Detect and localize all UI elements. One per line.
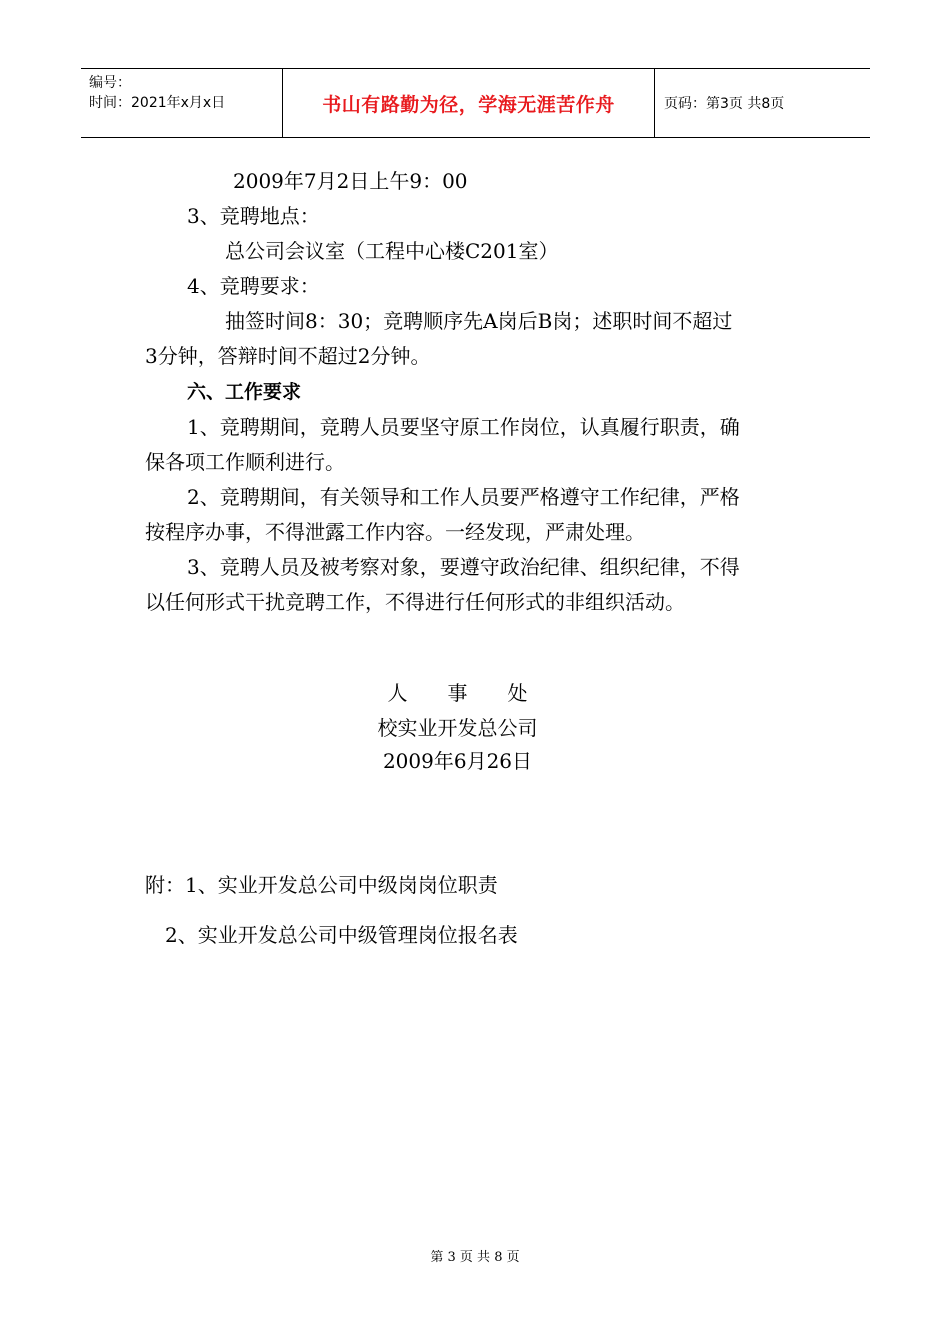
attachment-item: 附：1、实业开发总公司中级岗岗位职责 bbox=[145, 873, 498, 897]
body-line: 3分钟，答辩时间不超过2分钟。 bbox=[145, 344, 431, 368]
attachment-item: 2、实业开发总公司中级管理岗位报名表 bbox=[165, 923, 518, 947]
body-line: 1、竞聘期间，竞聘人员要坚守原工作岗位，认真履行职责，确 bbox=[187, 415, 740, 439]
body-line: 3、竞聘地点： bbox=[187, 204, 320, 228]
section-heading: 六、工作要求 bbox=[187, 381, 302, 403]
body-line: 3、竞聘人员及被考察对象，要遵守政治纪律、组织纪律，不得 bbox=[187, 555, 740, 579]
body-line: 以任何形式干扰竞聘工作，不得进行任何形式的非组织活动。 bbox=[145, 590, 685, 614]
body-line: 抽签时间8：30；竞聘顺序先A岗后B岗；述职时间不超过 bbox=[225, 309, 733, 333]
signature-dept: 人 事 处 bbox=[387, 681, 528, 705]
body-line: 保各项工作顺利进行。 bbox=[145, 450, 345, 474]
page-header bbox=[81, 68, 870, 138]
header-page-info: 页码：第3页 共8页 bbox=[664, 96, 785, 112]
body-line: 按程序办事，不得泄露工作内容。一经发现，严肃处理。 bbox=[145, 520, 645, 544]
number-label: 编号： bbox=[89, 75, 131, 91]
body-line: 2、竞聘期间，有关领导和工作人员要严格遵守工作纪律，严格 bbox=[187, 485, 740, 509]
header-meta bbox=[89, 73, 225, 113]
date-label: 时间：2021年x月x日 bbox=[89, 95, 226, 111]
header-divider bbox=[654, 69, 655, 137]
header-motto: 书山有路勤为径，学海无涯苦作舟 bbox=[322, 93, 615, 116]
signature-company: 校实业开发总公司 bbox=[377, 716, 538, 740]
page-footer: 第 3 页 共 8 页 bbox=[430, 1250, 520, 1265]
body-line: 2009年7月2日上午9：00 bbox=[233, 169, 468, 193]
signature-date: 2009年6月26日 bbox=[382, 749, 533, 773]
body-line: 总公司会议室（工程中心楼C201室） bbox=[225, 239, 559, 263]
body-line: 4、竞聘要求： bbox=[187, 274, 320, 298]
